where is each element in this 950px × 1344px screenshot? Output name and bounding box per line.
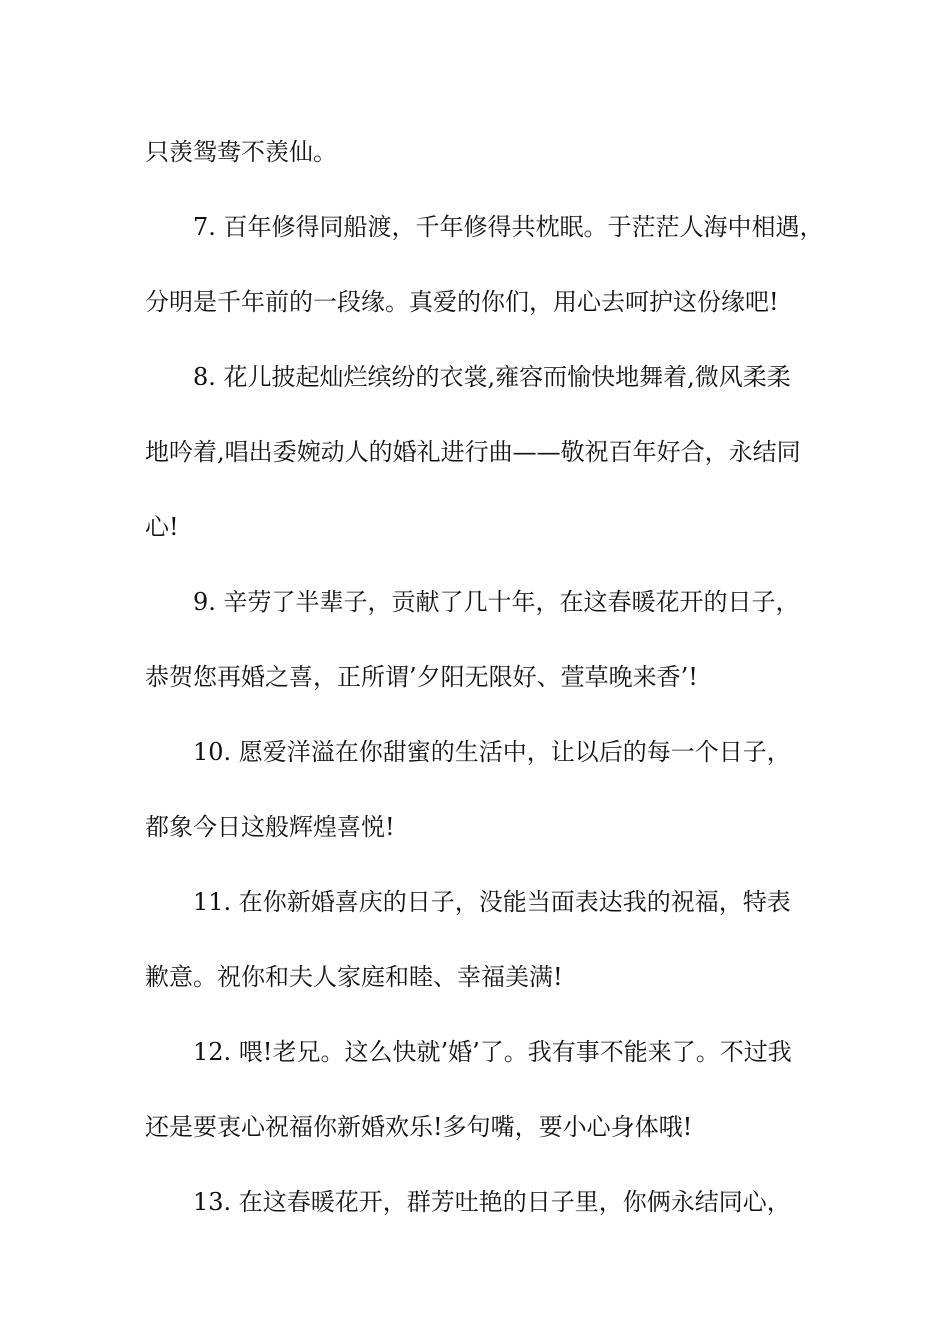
- text-line: 7. 百年修得同船渡，千年修得共枕眠。于茫茫人海中相遇，: [193, 213, 824, 241]
- text-line: 11. 在你新婚喜庆的日子，没能当面表达我的祝福，特表: [193, 888, 791, 916]
- text-line: 13. 在这春暖花开，群芳吐艳的日子里，你俩永结同心，: [193, 1188, 791, 1216]
- text-line: 歉意。祝你和夫人家庭和睦、幸福美满!: [145, 963, 563, 991]
- text-line: 只羡鸳鸯不羡仙。: [145, 138, 337, 166]
- text-line: 10. 愿爱洋溢在你甜蜜的生活中，让以后的每一个日子，: [193, 738, 791, 766]
- text-line: 9. 辛劳了半辈子，贡献了几十年，在这春暖花开的日子，: [193, 588, 800, 616]
- text-line: 地吟着,唱出委婉动人的婚礼进行曲——敬祝百年好合，永结同: [145, 438, 801, 466]
- text-line: 分明是千年前的一段缘。真爱的你们，用心去呵护这份缘吧!: [145, 288, 779, 316]
- text-line: 12. 喂!老兄。这么快就’婚’了。我有事不能来了。不过我: [193, 1038, 792, 1066]
- text-line: 8. 花儿披起灿烂缤纷的衣裳,雍容而愉快地舞着,微风柔柔: [193, 363, 791, 391]
- text-line: 还是要衷心祝福你新婚欢乐!多句嘴，要小心身体哦!: [145, 1113, 693, 1141]
- text-line: 都象今日这般辉煌喜悦!: [145, 813, 395, 841]
- text-line: 恭贺您再婚之喜，正所谓’夕阳无限好、萱草晚来香’!: [145, 663, 698, 691]
- text-line: 心!: [145, 513, 179, 541]
